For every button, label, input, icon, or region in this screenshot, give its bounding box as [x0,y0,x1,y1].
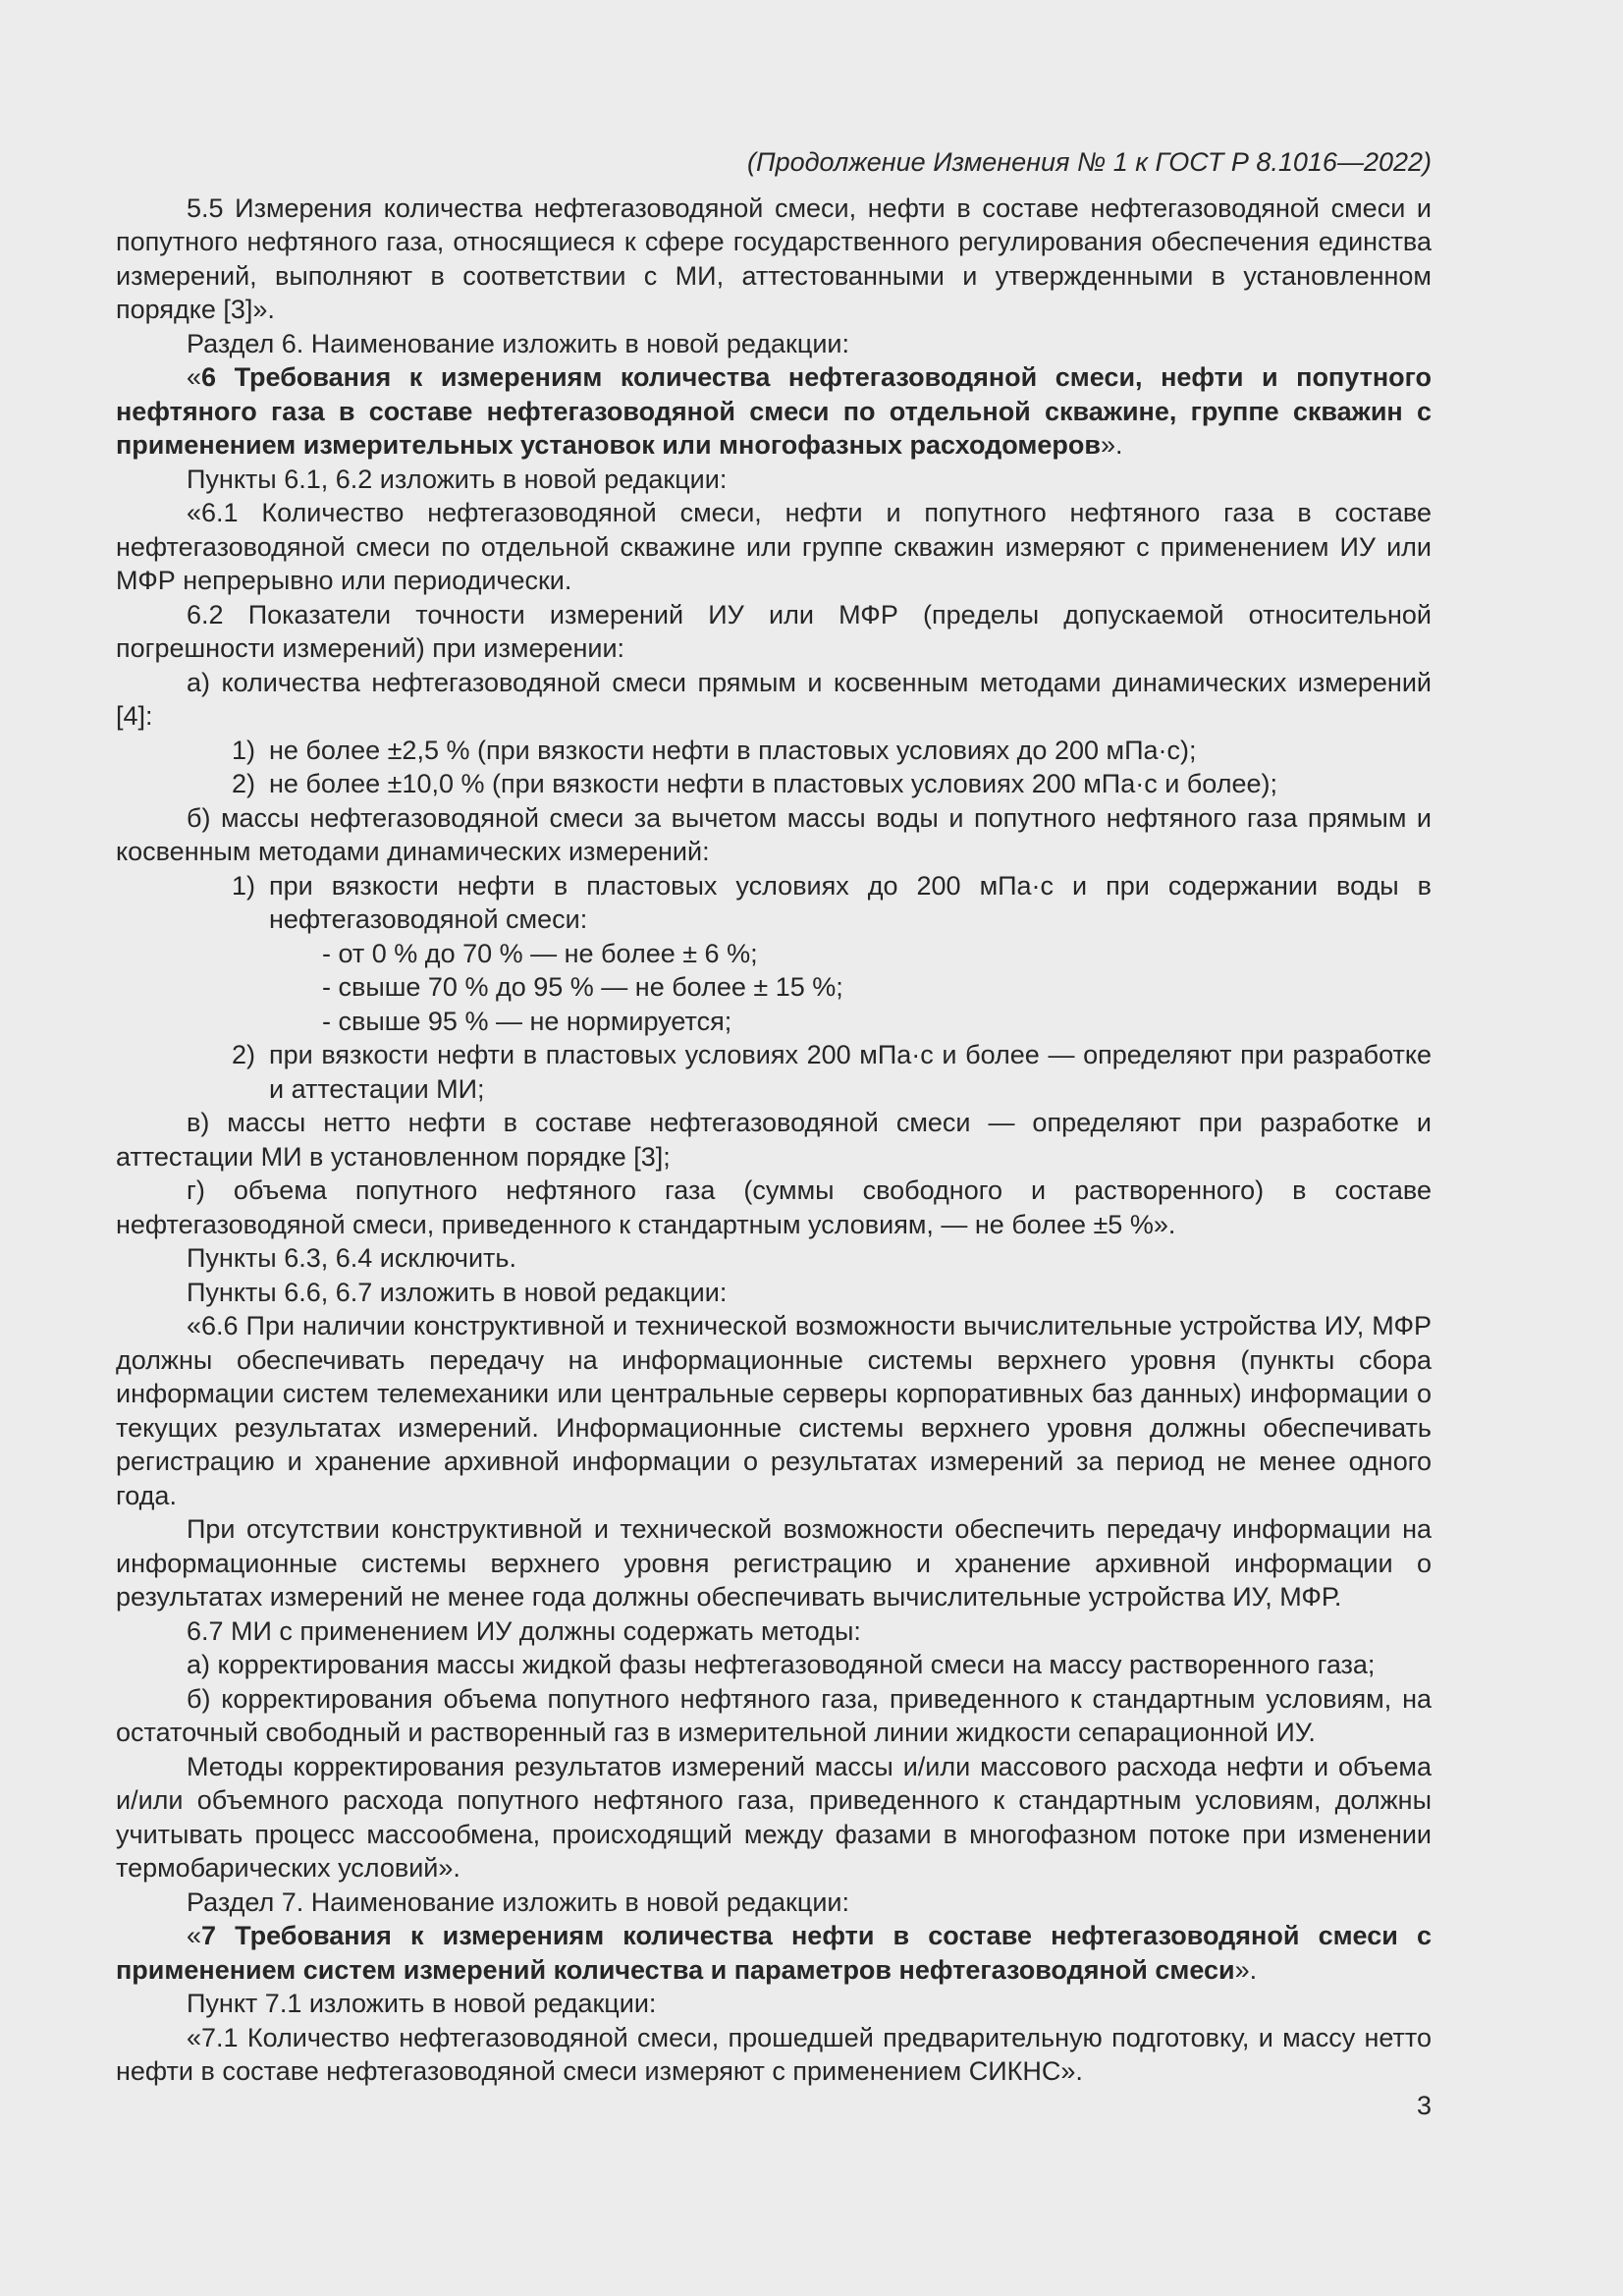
item-a-2 [116,767,1432,801]
item-b-1-text: при вязкости нефти в пластовых условиях до 200 мПа·с и при содержании воды в нефтегазоводяной смеси: [269,870,1432,934]
item-b: б) массы нефтегазоводяной смеси за вычетом массы воды и попутного нефтяного газа прямым и косвенным методами динамических измерений: [116,802,1432,866]
section-7-title-text: 7 Требования к измерениям количества нефти в составе нефтегазоводяной смеси с применением систем измерений количества и параметров нефтегазоводяной смеси [116,1921,1432,1985]
running-header: (Продолжение Изменения № 1 к ГОСТ Р 8.1016—2022) [747,147,1432,177]
section-7-intro: Раздел 7. Наименование изложить в новой редакции: [187,1886,849,1917]
item-b-1-dash-1: - от 0 % до 70 % — не более ± 6 %; [322,938,758,968]
paragraph-7-1: «7.1 Количество нефтегазоводяной смеси, прошедшей предварительную подготовку, и массу нетто нефти в составе нефтегазоводяной смеси измеряют с применением СИКНС». [116,2022,1432,2086]
paragraph-6-6: «6.6 При наличии конструктивной и технической возможности вычислительные устройства ИУ, МФР должны обеспечивать передачу на информационные системы верхнего уровня (пункты сбора информации систем телемеханики или центральные серверы корпоративных баз данных) информации о текущих результатах измерений. Информационные системы верхнего уровня должны обеспечивать регистрацию и хранение архивной информации о результатах измерений за период не менее одного года. [116,1311,1432,1510]
paragraph-6-2: 6.2 Показатели точности измерений ИУ или МФР (пределы допускаемой относительной погрешности измерений) при измерении: [116,599,1432,663]
paragraph-6-6-continued: При отсутствии конструктивной и технической возможности обеспечить передачу информации на информационные системы верхнего уровня регистрацию и хранение архивной информации о результатах измерений не менее года должны обеспечивать вычислительные устройства ИУ, МФР. [116,1514,1432,1612]
points-6-1-6-2-intro: Пункты 6.1, 6.2 изложить в новой редакции: [187,464,728,494]
document-page [116,145,1432,2122]
item-a: а) количества нефтегазоводяной смеси прямым и косвенным методами динамических измерений [4]: [116,667,1432,731]
page-number: 3 [1416,2090,1432,2120]
open-quote: « [187,362,202,392]
paragraph-5-5: 5.5 Измерения количества нефтегазоводяной смеси, нефти в составе нефтегазоводяной смеси и попутного нефтяного газа, относящиеся к сфере государственного регулирования обеспечения единства измерений, выполняют в соответствии с МИ, аттестованными и утвержденными в установленном порядке [3]». [116,192,1432,324]
section-6-intro: Раздел 6. Наименование изложить в новой редакции: [187,328,849,358]
points-6-6-6-7-intro: Пункты 6.6, 6.7 изложить в новой редакции: [187,1277,728,1307]
item-a-1-text: не более ±2,5 % (при вязкости нефти в пластовых условиях до 200 мПа·с); [269,735,1197,765]
paragraph-6-7-a: а) корректирования массы жидкой фазы нефтегазоводяной смеси на массу растворенного газа; [187,1650,1376,1679]
item-a-2-text: не более ±10,0 % (при вязкости нефти в пластовых условиях 200 мПа·с и более); [269,769,1277,798]
item-b-2-text: при вязкости нефти в пластовых условиях 200 мПа·с и более — определяют при разработке и аттестации МИ; [269,1040,1432,1104]
item-v: в) массы нетто нефти в составе нефтегазоводяной смеси — определяют при разработке и аттестации МИ в установленном порядке [3]; [116,1108,1432,1172]
item-b-1-number: 1) [232,870,256,901]
close-quote: ». [1234,1954,1258,1985]
item-a-1 [116,734,1432,768]
item-b-2-number: 2) [232,1040,256,1069]
paragraph-6-7-b: б) корректирования объема попутного нефтяного газа, приведенного к стандартным условиям, на остаточный свободный и растворенный газ в измерительной линии жидкости сепарационной ИУ. [116,1683,1432,1747]
item-g: г) объема попутного нефтяного газа (суммы свободного и растворенного) в составе нефтегазоводяной смеси, приведенного к стандартным условиям, — не более ±5 %». [116,1175,1432,1239]
item-a-2-number: 2) [232,769,256,798]
section-6-title [116,360,1432,463]
open-quote: « [187,1921,202,1950]
close-quote: ». [1100,430,1123,460]
item-a-1-number: 1) [232,735,256,765]
section-7-title [116,1919,1432,1987]
section-6-title-text: 6 Требования к измерениям количества нефтегазоводяной смеси, нефти и попутного нефтяного газа в составе нефтегазоводяной смеси по отдельной скважине, группе скважин с применением измерительных установок или многофазных расходомеров [116,362,1432,460]
paragraph-6-1: «6.1 Количество нефтегазоводяной смеси, нефти и попутного нефтяного газа в составе нефтегазоводяной смеси по отдельной скважине или группе скважин измеряют с применением ИУ или МФР непрерывно или периодически. [116,498,1432,595]
item-b-1-dash-3: - свыше 95 % — не нормируется; [322,1006,732,1036]
item-b-1 [116,869,1432,937]
item-b-1-dash-2: - свыше 70 % до 95 % — не более ± 15 %; [322,972,843,1002]
points-6-3-6-4: Пункты 6.3, 6.4 исключить. [187,1243,516,1273]
paragraph-6-7: 6.7 МИ с применением ИУ должны содержать методы: [187,1615,861,1646]
item-b-2 [116,1038,1432,1106]
point-7-1-intro: Пункт 7.1 изложить в новой редакции: [187,1989,657,2018]
paragraph-6-7-methods: Методы корректирования результатов измерений массы и/или массового расхода нефти и объема и/или объемного расхода попутного нефтяного газа, приведенного к стандартным условиям, должны учитывать процесс массообмена, происходящий между фазами в многофазном потоке при изменении термобарических условий». [116,1751,1432,1883]
